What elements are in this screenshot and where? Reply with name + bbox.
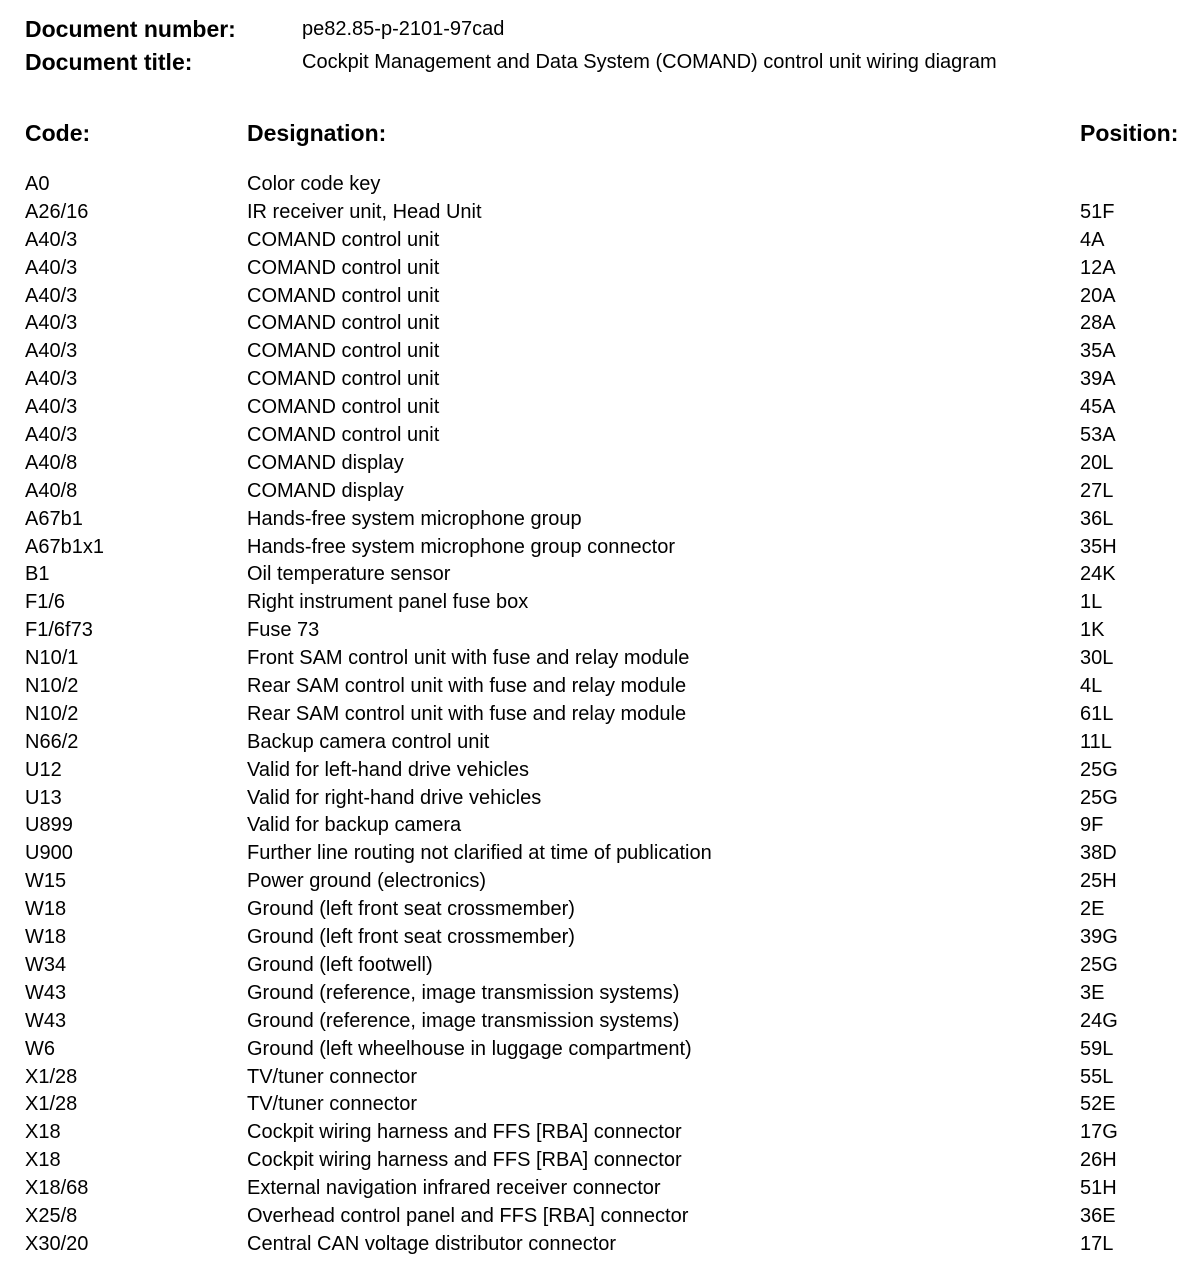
row-designation: Ground (left footwell) [247,953,433,976]
row-position: 17L [1080,1232,1114,1255]
row-position: 36E [1080,1204,1116,1227]
row-designation: COMAND control unit [247,256,440,279]
table-row [25,1064,1195,1092]
row-designation: Ground (reference, image transmission systems) [247,1009,680,1032]
table-row [25,1119,1195,1147]
row-designation: Ground (reference, image transmission systems) [247,981,680,1004]
row-position: 38D [1080,842,1117,865]
row-designation: Valid for backup camera [247,814,462,837]
component-table [25,171,1195,1259]
row-designation: Rear SAM control unit with fuse and relay module [247,702,687,725]
row-position: 45A [1080,396,1116,419]
row-position: 12A [1080,256,1116,279]
row-code: A40/3 [25,256,78,279]
table-row [25,1147,1195,1175]
table-row [25,478,1195,506]
table-row [25,1231,1195,1259]
row-code: W34 [25,953,67,976]
table-row [25,171,1195,199]
row-code: F1/6f73 [25,619,93,642]
row-position: 1L [1080,591,1103,614]
row-code: X25/8 [25,1204,78,1227]
row-code: A40/3 [25,284,78,307]
row-position: 27L [1080,479,1114,502]
table-row [25,617,1195,645]
row-designation: Ground (left front seat crossmember) [247,898,575,921]
table-row [25,534,1195,562]
row-designation: COMAND display [247,479,404,502]
row-designation: Hands-free system microphone group [247,507,582,530]
table-row [25,757,1195,785]
document-number-value: pe82.85-p-2101-97cad [302,17,505,40]
header-code: Code: [25,120,91,146]
document-number-row [25,14,504,44]
row-code: N10/2 [25,675,79,698]
row-position: 61L [1080,702,1114,725]
row-position: 53A [1080,424,1116,447]
row-code: A40/8 [25,451,78,474]
table-row [25,422,1195,450]
table-row [25,1091,1195,1119]
row-code: W18 [25,898,67,921]
row-code: A40/3 [25,424,78,447]
row-code: B1 [25,563,50,586]
header-position: Position: [1080,120,1179,146]
table-row [25,338,1195,366]
table-row [25,310,1195,338]
row-code: U12 [25,758,62,781]
row-position: 20L [1080,451,1114,474]
row-position: 24G [1080,1009,1118,1032]
row-code: A0 [25,173,50,195]
table-row [25,896,1195,924]
table-row [25,227,1195,255]
row-code: X18 [25,1149,61,1172]
row-code: A26/16 [25,200,89,223]
table-row [25,952,1195,980]
row-designation: COMAND control unit [247,340,440,363]
row-position: 52E [1080,1093,1116,1116]
document-title-row [25,47,997,77]
document-number-label: Document number: [25,15,236,42]
row-designation: Central CAN voltage distributor connector [247,1232,617,1255]
row-designation: Cockpit wiring harness and FFS [RBA] connector [247,1121,682,1144]
row-designation: COMAND control unit [247,424,440,447]
table-row [25,645,1195,673]
row-position: 51H [1080,1177,1117,1200]
table-row [25,868,1195,896]
row-designation: Right instrument panel fuse box [247,591,529,614]
row-code: W15 [25,870,67,893]
row-position: 25H [1080,870,1117,893]
row-code: W43 [25,981,67,1004]
row-code: W43 [25,1009,67,1032]
row-position: 35H [1080,535,1117,558]
table-row [25,506,1195,534]
row-position: 25G [1080,758,1118,781]
row-designation: Valid for left-hand drive vehicles [247,758,529,781]
table-row [25,1008,1195,1036]
table-row [25,283,1195,311]
document-title-value: Cockpit Management and Data System (COMAND) control unit wiring diagram [302,50,997,73]
row-code: X1/28 [25,1065,78,1088]
table-row [25,673,1195,701]
table-row [25,729,1195,757]
row-designation: Backup camera control unit [247,730,490,753]
row-code: A40/3 [25,396,78,419]
row-designation: Valid for right-hand drive vehicles [247,786,542,809]
row-designation: Fuse 73 [247,619,320,642]
row-code: X1/28 [25,1093,78,1116]
row-designation: Overhead control panel and FFS [RBA] connector [247,1204,689,1227]
row-position: 25G [1080,786,1118,809]
table-row [25,394,1195,422]
row-designation: Further line routing not clarified at time of publication [247,842,712,865]
row-designation: COMAND control unit [247,368,440,391]
table-row [25,561,1195,589]
row-code: A40/8 [25,479,78,502]
row-designation: Power ground (electronics) [247,870,486,893]
row-designation: Cockpit wiring harness and FFS [RBA] connector [247,1149,682,1172]
row-code: U900 [25,842,73,865]
row-position: 28A [1080,312,1116,335]
row-code: A40/3 [25,340,78,363]
table-row [25,589,1195,617]
row-designation: Rear SAM control unit with fuse and relay module [247,675,687,698]
row-code: A40/3 [25,368,78,391]
table-row [25,1036,1195,1064]
row-designation: Color code key [247,173,381,195]
row-code: N66/2 [25,730,79,753]
row-position: 2E [1080,898,1105,921]
table-row [25,1203,1195,1231]
row-position: 55L [1080,1065,1114,1088]
row-position: 3E [1080,981,1105,1004]
row-position: 17G [1080,1121,1118,1144]
row-code: W18 [25,926,67,949]
row-code: A67b1 [25,507,83,530]
row-position: 51F [1080,200,1115,223]
row-designation: Hands-free system microphone group connector [247,535,675,558]
row-position: 39G [1080,926,1118,949]
row-code: F1/6 [25,591,66,614]
row-code: N10/1 [25,647,79,670]
row-position: 39A [1080,368,1116,391]
row-designation: COMAND control unit [247,228,440,251]
row-position: 4A [1080,228,1105,251]
table-row [25,366,1195,394]
row-position: 30L [1080,647,1114,670]
row-position: 25G [1080,953,1118,976]
row-position: 35A [1080,340,1116,363]
row-position: 24K [1080,563,1116,586]
table-row [25,785,1195,813]
row-position: 59L [1080,1037,1114,1060]
row-designation: COMAND display [247,451,404,474]
table-row [25,924,1195,952]
row-position: 20A [1080,284,1116,307]
table-row [25,255,1195,283]
row-position: 9F [1080,814,1104,837]
row-position: 4L [1080,675,1103,698]
row-designation: COMAND control unit [247,284,440,307]
row-code: W6 [25,1037,55,1060]
table-row [25,812,1195,840]
row-code: U13 [25,786,62,809]
document-title-label: Document title: [25,48,193,75]
table-row [25,980,1195,1008]
row-designation: External navigation infrared receiver connector [247,1177,661,1200]
row-position: 11L [1080,730,1112,753]
row-code: N10/2 [25,702,79,725]
row-designation: Ground (left wheelhouse in luggage compartment) [247,1037,692,1060]
row-designation: Front SAM control unit with fuse and relay module [247,647,690,670]
row-code: U899 [25,814,73,837]
row-code: X18/68 [25,1177,89,1200]
row-code: X18 [25,1121,61,1144]
row-designation: COMAND control unit [247,396,440,419]
row-code: X30/20 [25,1232,89,1255]
row-designation: COMAND control unit [247,312,440,335]
row-code: A40/3 [25,312,78,335]
table-row [25,701,1195,729]
table-row [25,840,1195,868]
row-designation: Oil temperature sensor [247,563,451,586]
row-code: A67b1x1 [25,535,104,558]
header-designation: Designation: [247,120,387,146]
table-row [25,1175,1195,1203]
table-row [25,450,1195,478]
row-designation: TV/tuner connector [247,1065,418,1088]
row-designation: IR receiver unit, Head Unit [247,200,482,223]
table-header [25,118,1202,148]
row-code: A40/3 [25,228,78,251]
table-row [25,199,1195,227]
row-position: 36L [1080,507,1114,530]
row-position: 1K [1080,619,1105,642]
row-position: 26H [1080,1149,1117,1172]
row-designation: TV/tuner connector [247,1093,418,1116]
row-designation: Ground (left front seat crossmember) [247,926,575,949]
